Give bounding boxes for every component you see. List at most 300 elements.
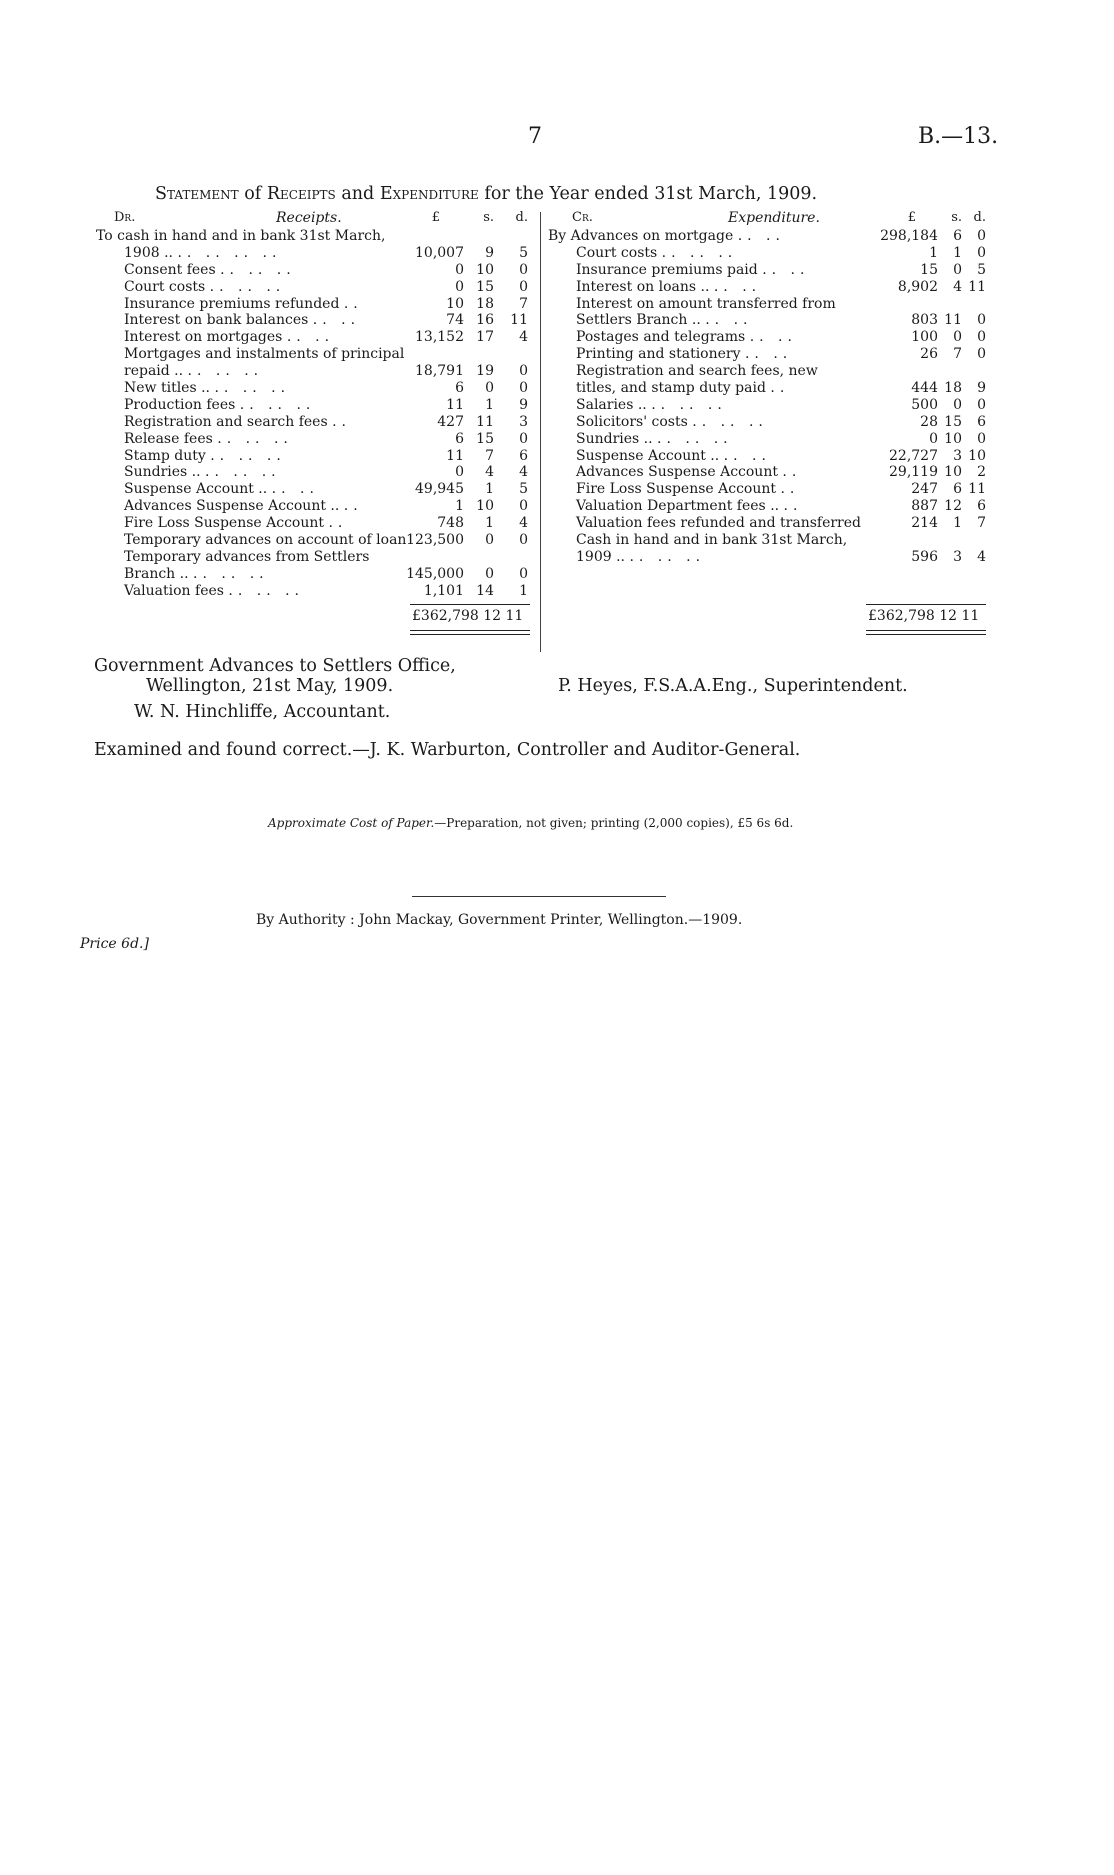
shillings-cell: 10 [476, 261, 494, 278]
row-label [576, 515, 861, 532]
pounds-cell: 6 [455, 380, 464, 397]
row-label [124, 448, 286, 465]
cost-footnote [268, 816, 793, 830]
expenditure-ledger [548, 210, 988, 566]
row-label-text: Fire Loss Suspense Account [576, 481, 777, 498]
pounds-cell: 26 [920, 346, 938, 363]
row-label [124, 532, 406, 549]
leader-dots: .. .. .. [193, 565, 269, 582]
price-note: Price 6d.] [80, 936, 149, 952]
row-label-text: 1909 .. [576, 548, 625, 565]
row-label-text: To cash in hand and in bank 31st March, [96, 228, 386, 244]
credit-label: Cr. [572, 210, 593, 225]
shillings-cell: 11 [944, 312, 962, 329]
ledger-row [548, 296, 988, 313]
pounds-cell: 427 [437, 413, 464, 430]
pence-cell: 7 [977, 515, 986, 532]
expenditure-rows [548, 228, 988, 566]
pence-column-header: d. [515, 210, 528, 225]
row-label [576, 245, 737, 262]
shillings-cell: 10 [944, 430, 962, 447]
row-label-text: Settlers Branch .. [576, 312, 701, 329]
pence-cell: 0 [519, 380, 528, 397]
leader-dots: .. .. [705, 312, 753, 329]
pounds-cell: 13,152 [415, 329, 464, 346]
leader-dots: .. [783, 498, 803, 515]
pence-cell: 4 [519, 329, 528, 346]
pounds-cell: 18,791 [415, 363, 464, 380]
row-label [576, 380, 789, 397]
pounds-cell: 10 [446, 295, 464, 312]
total-double-rule [866, 634, 986, 635]
pounds-cell: 0 [929, 430, 938, 447]
shillings-cell: 4 [485, 464, 494, 481]
ledger-row [548, 549, 988, 566]
total-double-rule [410, 634, 530, 635]
row-label [576, 363, 818, 380]
shilling-column-header: s. [951, 210, 962, 225]
pounds-cell: 748 [437, 515, 464, 532]
pence-cell: 0 [977, 329, 986, 346]
pounds-cell: 444 [911, 380, 938, 397]
ledger-row [96, 464, 532, 481]
row-label-text: Court costs [576, 244, 658, 261]
leader-dots: .. .. .. [657, 430, 733, 447]
pence-cell: 9 [977, 380, 986, 397]
row-label [96, 228, 385, 245]
pence-cell: 0 [519, 430, 528, 447]
row-label [576, 312, 753, 329]
ledger-row [548, 245, 988, 262]
row-label-text: Production fees [124, 396, 236, 413]
row-label-text: Advances Suspense Account .. [124, 498, 340, 515]
pounds-cell: 145,000 [406, 565, 464, 582]
subtotal-rule [410, 604, 530, 605]
pence-cell: 7 [519, 295, 528, 312]
title-rest: for the Year ended 31st March, 1909. [484, 184, 818, 204]
receipts-total: £362,798 12 11 [412, 608, 524, 624]
leader-dots: .. .. .. [214, 380, 291, 397]
row-label [548, 228, 785, 245]
row-label-text: Salaries .. [576, 396, 647, 413]
row-label [124, 312, 360, 329]
row-label-text: Stamp duty [124, 447, 206, 464]
leader-dots: .. [343, 498, 363, 515]
shillings-cell: 0 [485, 565, 494, 582]
auditor-attestation: Examined and found correct.—J. K. Warburton, Controller and Auditor-General. [94, 740, 801, 760]
ledger-row [548, 363, 988, 380]
pounds-cell: 1,101 [423, 582, 464, 599]
pounds-cell: 0 [455, 464, 464, 481]
pounds-cell: 247 [911, 481, 938, 498]
leader-dots: .. .. [723, 447, 771, 464]
pound-column-header: £ [431, 210, 440, 225]
row-label [124, 431, 293, 448]
row-label-text: Temporary advances from Settlers [124, 548, 370, 565]
row-label [124, 464, 281, 481]
ledger-row [548, 397, 988, 414]
row-label-text: Valuation Department fees .. [576, 498, 780, 515]
shillings-cell: 15 [476, 278, 494, 295]
row-label-text: Release fees [124, 430, 213, 447]
row-label-text: By Advances on mortgage [548, 228, 734, 244]
row-label [124, 566, 269, 583]
leader-dots: .. .. [762, 261, 810, 278]
expenditure-heading: Expenditure. [728, 210, 820, 226]
shilling-column-header: s. [483, 210, 494, 225]
row-label [124, 397, 315, 414]
shillings-cell: 10 [476, 498, 494, 515]
shillings-cell: 3 [953, 548, 962, 565]
pounds-cell: 8,902 [897, 278, 938, 295]
pounds-cell: 6 [455, 430, 464, 447]
ledger-row [548, 515, 988, 532]
row-label-text: Insurance premiums refunded [124, 295, 340, 312]
shillings-cell: 1 [953, 515, 962, 532]
leader-dots: .. .. [749, 329, 797, 346]
subtotal-rule [866, 604, 986, 605]
pence-cell: 0 [977, 312, 986, 329]
pence-cell: 1 [519, 582, 528, 599]
pence-cell: 5 [519, 481, 528, 498]
ledger-row [548, 431, 988, 448]
pounds-cell: 298,184 [880, 228, 938, 244]
pounds-cell: 887 [911, 498, 938, 515]
ledger-row [548, 329, 988, 346]
ledger-row [548, 464, 988, 481]
row-label-text: Court costs [124, 278, 206, 295]
row-label-text: Temporary advances on account of loan [124, 532, 407, 549]
row-label-text: 1908 .. [124, 244, 173, 261]
title-word: Receipts [266, 184, 336, 204]
pounds-cell: 0 [455, 261, 464, 278]
leader-dots: .. [343, 295, 363, 312]
row-label [576, 464, 801, 481]
shillings-cell: 0 [953, 329, 962, 346]
row-label [576, 397, 727, 414]
pounds-cell: 74 [446, 312, 464, 329]
receipts-header [96, 210, 532, 228]
shillings-cell: 16 [476, 312, 494, 329]
pence-cell: 4 [519, 515, 528, 532]
shillings-cell: 17 [476, 329, 494, 346]
row-label-text: Interest on amount transferred from [576, 295, 836, 312]
leader-dots: .. .. [271, 481, 319, 498]
statement-title [155, 184, 955, 204]
ledger-row [96, 583, 532, 600]
total-double-rule [866, 630, 986, 631]
ledger-row [548, 262, 988, 279]
row-label-text: Consent fees [124, 261, 216, 278]
receipts-heading: Receipts. [276, 210, 342, 226]
document-reference: B.—13. [918, 124, 999, 149]
leader-dots: .. .. .. [220, 261, 296, 278]
row-label [124, 380, 290, 397]
row-label [124, 515, 347, 532]
ledger-row [96, 363, 532, 380]
shillings-cell: 18 [944, 380, 962, 397]
row-label-text: Registration and search fees, new [576, 363, 818, 380]
leader-dots: .. [332, 413, 352, 430]
row-label-text: Printing and stationery [576, 346, 741, 363]
leader-dots: .. .. [744, 346, 793, 363]
shillings-cell: 4 [953, 278, 962, 295]
pence-cell: 6 [977, 413, 986, 430]
row-label-text: Sundries .. [124, 464, 201, 481]
row-label [124, 549, 369, 566]
pence-cell: 0 [519, 532, 528, 549]
pounds-cell: 596 [911, 548, 938, 565]
pence-cell: 11 [968, 481, 986, 498]
leader-dots: .. .. .. [187, 363, 264, 380]
pence-cell: 10 [968, 447, 986, 464]
row-label-text: Interest on bank balances [124, 312, 309, 329]
footnote-label: Approximate Cost of Paper. [268, 816, 435, 830]
row-label-text: New titles .. [124, 380, 210, 397]
leader-dots: .. .. .. [692, 413, 768, 430]
pence-cell: 0 [977, 430, 986, 447]
leader-dots: .. [328, 515, 348, 532]
row-label [124, 363, 263, 380]
shillings-cell: 1 [485, 515, 494, 532]
ledger-row [96, 481, 532, 498]
shillings-cell: 1 [953, 244, 962, 261]
row-label [124, 498, 363, 515]
title-word: Expenditure [379, 184, 479, 204]
pounds-cell: 10,007 [415, 244, 464, 261]
shillings-cell: 19 [476, 363, 494, 380]
row-label [124, 481, 319, 498]
shillings-cell: 0 [953, 261, 962, 278]
pence-cell: 0 [519, 278, 528, 295]
leader-dots: .. .. [286, 329, 335, 346]
leader-dots: .. .. .. [217, 430, 293, 447]
row-label-text: Mortgages and instalments of principal [124, 346, 405, 363]
ledger-row [96, 245, 532, 262]
pence-cell: 2 [977, 464, 986, 481]
leader-dots: .. [780, 481, 800, 498]
pounds-cell: 123,500 [406, 532, 464, 549]
row-label [576, 346, 792, 363]
pence-cell: 5 [977, 261, 986, 278]
pence-cell: 4 [977, 548, 986, 565]
ledger-row [548, 498, 988, 515]
shillings-cell: 10 [944, 464, 962, 481]
leader-dots: .. .. .. [209, 278, 286, 295]
pounds-cell: 11 [446, 447, 464, 464]
shillings-cell: 0 [485, 532, 494, 549]
ledger-row [548, 380, 988, 397]
title-word: of [244, 184, 262, 204]
shillings-cell: 18 [476, 295, 494, 312]
row-label [124, 262, 296, 279]
leader-dots: .. .. .. [210, 447, 286, 464]
row-label-text: repaid .. [124, 363, 184, 380]
receipts-ledger [96, 210, 532, 600]
row-label [576, 431, 733, 448]
leader-dots: .. .. .. [228, 582, 305, 599]
leader-dots: .. .. [713, 278, 762, 295]
row-label [576, 414, 768, 431]
total-double-rule [410, 630, 530, 631]
row-label-text: Valuation fees [124, 582, 224, 599]
expenditure-header [548, 210, 988, 228]
pence-cell: 0 [977, 346, 986, 363]
leader-dots: .. [770, 380, 790, 397]
ledger-row [96, 566, 532, 583]
pence-cell: 0 [977, 396, 986, 413]
pence-cell: 6 [977, 498, 986, 515]
ledger-row [96, 262, 532, 279]
row-label-text: Interest on loans .. [576, 278, 710, 295]
row-label-text: Registration and search fees [124, 413, 328, 430]
row-label-text: Valuation fees refunded and transferred [576, 515, 861, 532]
pounds-cell: 22,727 [889, 447, 938, 464]
shillings-cell: 9 [485, 244, 494, 261]
row-label-text: Interest on mortgages [124, 329, 283, 346]
pounds-cell: 500 [911, 396, 938, 413]
row-label [576, 262, 809, 279]
row-label [576, 498, 802, 515]
shillings-cell: 7 [485, 447, 494, 464]
pounds-cell: 214 [911, 515, 938, 532]
shillings-cell: 15 [944, 413, 962, 430]
pence-cell: 11 [968, 278, 986, 295]
shillings-cell: 15 [476, 430, 494, 447]
superintendent-signature: P. Heyes, F.S.A.A.Eng., Superintendent. [558, 676, 908, 696]
row-label [124, 245, 281, 262]
pence-cell: 0 [977, 228, 986, 244]
ledger-row [96, 532, 532, 549]
row-label-text: Cash in hand and in bank 31st March, [576, 532, 848, 549]
row-label-text: Advances Suspense Account [576, 464, 778, 481]
row-label-text: Postages and telegrams [576, 329, 746, 346]
shillings-cell: 14 [476, 582, 494, 599]
leader-dots: .. .. .. [239, 396, 316, 413]
ledger-row [96, 414, 532, 431]
ledger-row [96, 431, 532, 448]
accountant-signature: W. N. Hinchliffe, Accountant. [134, 702, 391, 722]
row-label-text: titles, and stamp duty paid [576, 380, 766, 397]
pounds-cell: 15 [920, 261, 938, 278]
pence-column-header: d. [973, 210, 986, 225]
shillings-cell: 3 [953, 447, 962, 464]
pence-cell: 4 [519, 464, 528, 481]
title-word: and [341, 184, 375, 204]
pounds-cell: 11 [446, 396, 464, 413]
pence-cell: 3 [519, 413, 528, 430]
row-label [124, 296, 363, 313]
shillings-cell: 12 [944, 498, 962, 515]
ledger-row [548, 532, 988, 549]
leader-dots: .. .. [312, 312, 361, 329]
expenditure-total: £362,798 12 11 [868, 608, 980, 624]
pence-cell: 0 [519, 565, 528, 582]
ledger-row [96, 549, 532, 566]
row-label [576, 549, 705, 566]
shillings-cell: 0 [485, 380, 494, 397]
ledger-row [96, 228, 532, 245]
row-label-text: Suspense Account .. [576, 447, 720, 464]
row-label [124, 346, 404, 363]
row-label [124, 583, 304, 600]
imprint-rule [412, 896, 666, 897]
debit-label: Dr. [114, 210, 136, 225]
pence-cell: 0 [977, 244, 986, 261]
row-label [124, 329, 334, 346]
pounds-cell: 803 [911, 312, 938, 329]
leader-dots: .. .. .. [651, 396, 727, 413]
pounds-cell: 100 [911, 329, 938, 346]
ledger-row [96, 296, 532, 313]
ledger-row [96, 515, 532, 532]
page-number: 7 [528, 124, 542, 149]
pence-cell: 0 [519, 261, 528, 278]
ledger-row [548, 481, 988, 498]
row-label [576, 481, 799, 498]
leader-dots: .. .. .. [205, 464, 281, 481]
footnote-text: —Preparation, not given; printing (2,000 copies), £5 6s 6d. [434, 816, 794, 830]
pounds-cell: 29,119 [889, 464, 938, 481]
row-label-text: Branch .. [124, 565, 189, 582]
pound-column-header: £ [907, 210, 916, 225]
ledger-row [548, 312, 988, 329]
row-label-text: Insurance premiums paid [576, 261, 758, 278]
title-word: Statement [155, 184, 239, 204]
ledger-row [548, 346, 988, 363]
pence-cell: 6 [519, 447, 528, 464]
pence-cell: 11 [510, 312, 528, 329]
row-label [576, 329, 797, 346]
pounds-cell: 0 [455, 278, 464, 295]
ledger-row [96, 346, 532, 363]
row-label [124, 279, 285, 296]
shillings-cell: 11 [476, 413, 494, 430]
shillings-cell: 6 [953, 228, 962, 244]
office-line: Government Advances to Settlers Office, [94, 656, 456, 676]
ledger-row [96, 380, 532, 397]
leader-dots: .. .. .. [661, 244, 738, 261]
shillings-cell: 0 [953, 396, 962, 413]
leader-dots: .. .. .. .. [177, 244, 282, 261]
pounds-cell: 49,945 [415, 481, 464, 498]
ledger-row [548, 414, 988, 431]
printer-imprint: By Authority : John Mackay, Government Printer, Wellington.—1909. [256, 912, 743, 928]
row-label [576, 296, 836, 313]
row-label [124, 414, 351, 431]
shillings-cell: 1 [485, 481, 494, 498]
leader-dots: .. .. [737, 228, 785, 244]
pence-cell: 9 [519, 396, 528, 413]
ledger-row [548, 279, 988, 296]
pence-cell: 5 [519, 244, 528, 261]
pence-cell: 0 [519, 363, 528, 380]
ledger-row [96, 279, 532, 296]
office-date-line: Wellington, 21st May, 1909. [146, 676, 394, 696]
ledger-row [96, 312, 532, 329]
row-label-text: Sundries .. [576, 430, 653, 447]
row-label [576, 448, 771, 465]
shillings-cell: 1 [485, 396, 494, 413]
ledger-divider [540, 212, 541, 652]
shillings-cell: 6 [953, 481, 962, 498]
pounds-cell: 28 [920, 413, 938, 430]
leader-dots: .. [782, 464, 802, 481]
row-label-text: Suspense Account .. [124, 481, 268, 498]
row-label-text: Solicitors' costs [576, 413, 688, 430]
row-label [576, 532, 847, 549]
ledger-row [548, 228, 988, 245]
